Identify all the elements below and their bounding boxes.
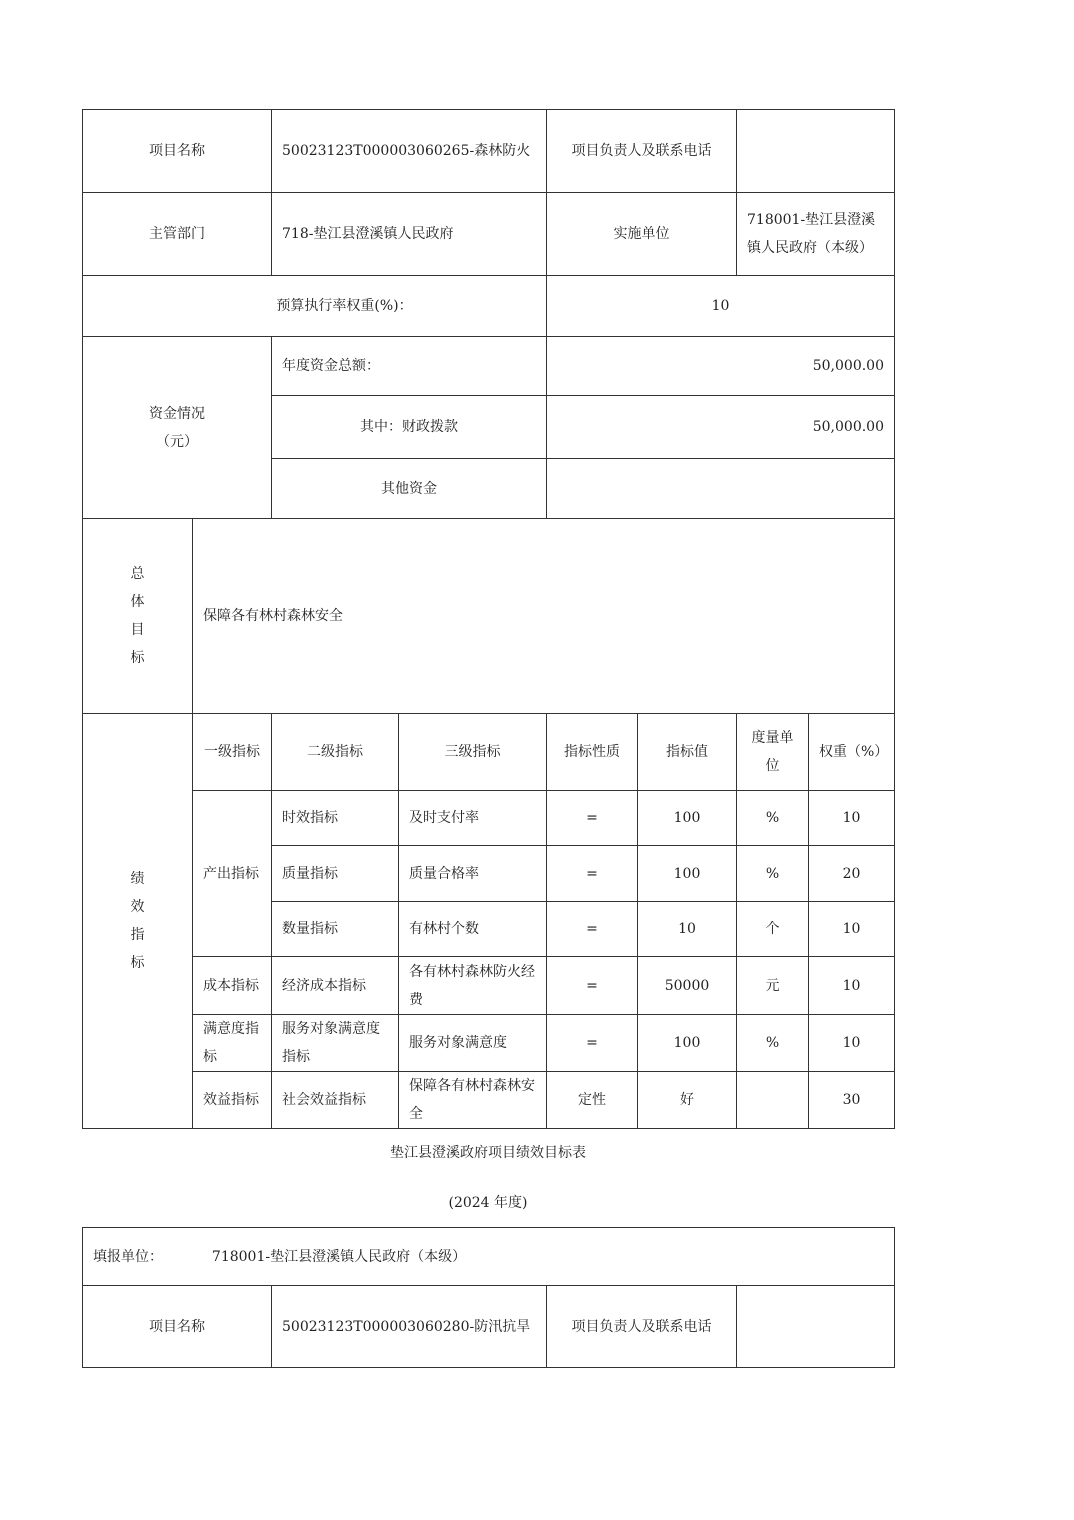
filler-label: 填报单位： (93, 1248, 163, 1265)
table-row (83, 791, 895, 846)
row-weight: 10 (809, 791, 895, 846)
second-contact-label: 项目负责人及联系电话 (547, 1286, 737, 1368)
second-form-year: (2024 年度) (448, 1195, 528, 1211)
second-contact-value (737, 1286, 895, 1368)
benefit-level3: 保障各有林村森林安全 (399, 1072, 547, 1129)
header-level3: 三级指标 (399, 714, 547, 791)
second-form-title: 垫江县澄溪政府项目绩效目标表 (390, 1145, 586, 1161)
row-level3: 质量合格率 (399, 846, 547, 902)
satisfaction-level2: 服务对象满意度指标 (272, 1015, 399, 1072)
second-performance-table (82, 1227, 895, 1368)
cost-level2: 经济成本指标 (272, 957, 399, 1015)
satisfaction-value: 100 (638, 1015, 737, 1072)
satisfaction-level3: 服务对象满意度 (399, 1015, 547, 1072)
indicators-char: 绩 (130, 871, 145, 887)
satisfaction-unit: % (737, 1015, 809, 1072)
funds-other-value (547, 459, 895, 519)
table-row (83, 1072, 895, 1129)
filler-row (83, 1228, 895, 1286)
header-unit: 度量单位 (737, 714, 809, 791)
benefit-weight: 30 (809, 1072, 895, 1129)
satisfaction-weight: 10 (809, 1015, 895, 1072)
unit-value: 718001-垫江县澄溪镇人民政府（本级） (737, 193, 895, 276)
goal-char: 体 (130, 594, 145, 610)
row-level2: 数量指标 (272, 902, 399, 957)
row-nature: = (547, 902, 638, 957)
filler-value: 718001-垫江县澄溪镇人民政府（本级） (211, 1248, 467, 1265)
dept-label: 主管部门 (83, 193, 272, 276)
row-weight: 20 (809, 846, 895, 902)
indicators-char: 标 (130, 955, 145, 971)
cost-level3: 各有林村森林防火经费 (399, 957, 547, 1015)
unit-label: 实施单位 (547, 193, 737, 276)
row-unit: % (737, 791, 809, 846)
header-nature: 指标性质 (547, 714, 638, 791)
dept-value: 718-垫江县澄溪镇人民政府 (272, 193, 547, 276)
goal-char: 标 (130, 650, 145, 666)
second-name-label: 项目名称 (83, 1286, 272, 1368)
cost-unit: 元 (737, 957, 809, 1015)
header-value: 指标值 (638, 714, 737, 791)
benefit-unit (737, 1072, 809, 1129)
funds-label (83, 337, 272, 519)
performance-target-table (82, 109, 895, 1129)
funds-total-value: 50,000.00 (547, 337, 895, 396)
row-unit: % (737, 846, 809, 902)
benefit-level1: 效益指标 (193, 1072, 272, 1129)
cost-value: 50000 (638, 957, 737, 1015)
budget-rate-value: 10 (547, 276, 895, 337)
cost-weight: 10 (809, 957, 895, 1015)
row-level2: 时效指标 (272, 791, 399, 846)
funds-fiscal-value: 50,000.00 (547, 396, 895, 459)
funds-fiscal-label: 其中：财政拨款 (272, 396, 547, 459)
row-value: 100 (638, 846, 737, 902)
cost-level1: 成本指标 (193, 957, 272, 1015)
row-value: 10 (638, 902, 737, 957)
row-weight: 10 (809, 902, 895, 957)
funds-total-label: 年度资金总额： (272, 337, 547, 396)
table-row (83, 957, 895, 1015)
project-contact-label: 项目负责人及联系电话 (547, 110, 737, 193)
benefit-level2: 社会效益指标 (272, 1072, 399, 1129)
goal-text: 保障各有林村森林安全 (193, 519, 895, 714)
row-nature: = (547, 846, 638, 902)
cost-nature: = (547, 957, 638, 1015)
header-level2: 二级指标 (272, 714, 399, 791)
header-level1: 一级指标 (193, 714, 272, 791)
budget-rate-label: 预算执行率权重(%)： (83, 276, 547, 337)
goal-label (83, 519, 193, 714)
benefit-value: 好 (638, 1072, 737, 1129)
funds-other-label: 其他资金 (272, 459, 547, 519)
header-weight: 权重（%） (809, 714, 895, 791)
project-contact-value (737, 110, 895, 193)
row-nature: = (547, 791, 638, 846)
row-unit: 个 (737, 902, 809, 957)
project-name-label: 项目名称 (83, 110, 272, 193)
indicators-char: 指 (130, 927, 145, 943)
funds-label-line1: 资金情况 (149, 405, 205, 422)
funds-label-line2: （元） (156, 433, 198, 450)
row-level2: 质量指标 (272, 846, 399, 902)
satisfaction-level1: 满意度指标 (193, 1015, 272, 1072)
benefit-nature: 定性 (547, 1072, 638, 1129)
indicators-char: 效 (130, 899, 145, 915)
second-name-value: 50023123T000003060280-防汛抗旱 (272, 1286, 547, 1368)
row-level3: 有林村个数 (399, 902, 547, 957)
goal-char: 目 (130, 622, 145, 638)
indicators-label (83, 714, 193, 1129)
output-level1: 产出指标 (193, 791, 272, 957)
row-value: 100 (638, 791, 737, 846)
table-row (83, 1015, 895, 1072)
project-name-value: 50023123T000003060265-森林防火 (272, 110, 547, 193)
goal-char: 总 (130, 566, 145, 582)
satisfaction-nature: = (547, 1015, 638, 1072)
row-level3: 及时支付率 (399, 791, 547, 846)
